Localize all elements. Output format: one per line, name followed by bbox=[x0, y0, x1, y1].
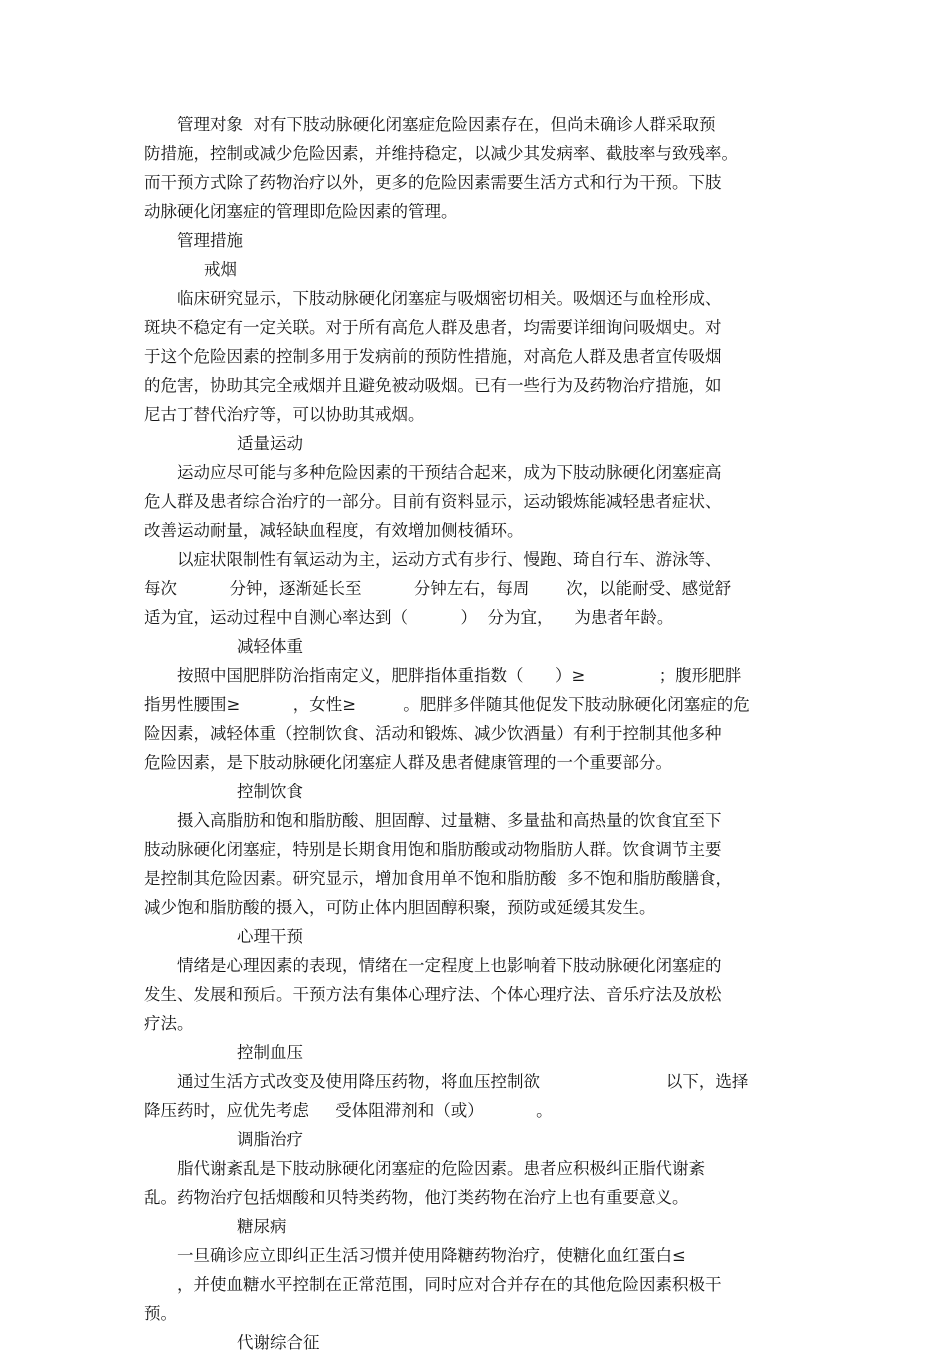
text-line: 疗法。 bbox=[144, 1014, 194, 1033]
text-line: 通过生活方式改变及使用降压药物，将血压控制欲 以下，选择 bbox=[177, 1072, 749, 1091]
section-heading: 控制血压 bbox=[237, 1043, 303, 1062]
text-line: 按照中国肥胖防治指南定义，肥胖指体重指数（ ）≥ ；腹形肥胖 bbox=[177, 666, 742, 685]
text-line: 乱。药物治疗包括烟酸和贝特类药物，他汀类药物在治疗上也有重要意义。 bbox=[144, 1188, 689, 1207]
text-line: 情绪是心理因素的表现，情绪在一定程度上也影响着下肢动脉硬化闭塞症的 bbox=[177, 956, 722, 975]
text-line: 发生、发展和预后。干预方法有集体心理疗法、个体心理疗法、音乐疗法及放松 bbox=[144, 985, 722, 1004]
text-line: 指男性腰围≥ ，女性≥ 。肥胖多伴随其他促发下肢动脉硬化闭塞症的危 bbox=[144, 695, 750, 714]
text-line: 运动应尽可能与多种危险因素的干预结合起来，成为下肢动脉硬化闭塞症高 bbox=[177, 463, 722, 482]
section-heading: 调脂治疗 bbox=[237, 1130, 303, 1149]
section-heading: 减轻体重 bbox=[237, 637, 303, 656]
text-line: 的危害，协助其完全戒烟并且避免被动吸烟。已有一些行为及药物治疗措施，如 bbox=[144, 376, 722, 395]
text-line: 适为宜，运动过程中自测心率达到（ ） 分为宜， 为患者年龄。 bbox=[144, 608, 674, 627]
text-line: 是控制其危险因素。研究显示，增加食用单不饱和脂肪酸 多不饱和脂肪酸膳食， bbox=[144, 869, 732, 888]
text-line: 危险因素，是下肢动脉硬化闭塞症人群及患者健康管理的一个重要部分。 bbox=[144, 753, 672, 772]
section-heading: 代谢综合征 bbox=[237, 1333, 320, 1352]
section-heading: 戒烟 bbox=[204, 260, 237, 279]
text-line: 改善运动耐量，减轻缺血程度，有效增加侧枝循环。 bbox=[144, 521, 524, 540]
text-line: ，并使血糖水平控制在正常范围，同时应对合并存在的其他危险因素积极干 bbox=[177, 1275, 722, 1294]
text-line: 险因素，减轻体重（控制饮食、活动和锻炼、减少饮酒量）有利于控制其他多种 bbox=[144, 724, 722, 743]
text-line: 防措施，控制或减少危险因素，并维持稳定，以减少其发病率、截肢率与致残率。 bbox=[144, 144, 738, 163]
text-line: 脂代谢紊乱是下肢动脉硬化闭塞症的危险因素。患者应积极纠正脂代谢紊 bbox=[177, 1159, 705, 1178]
text-line: 尼古丁替代治疗等，可以协助其戒烟。 bbox=[144, 405, 425, 424]
section-heading: 管理措施 bbox=[177, 231, 243, 250]
text-line: 一旦确诊应立即纠正生活习惯并使用降糖药物治疗，使糖化血红蛋白≤ bbox=[177, 1246, 686, 1265]
text-line: 预。 bbox=[144, 1304, 177, 1323]
section-heading: 糖尿病 bbox=[237, 1217, 287, 1236]
text-line: 摄入高脂肪和饱和脂肪酸、胆固醇、过量糖、多量盐和高热量的饮食宜至下 bbox=[177, 811, 722, 830]
text-line: 于这个危险因素的控制多用于发病前的预防性措施，对高危人群及患者宣传吸烟 bbox=[144, 347, 722, 366]
text-line: 临床研究显示，下肢动脉硬化闭塞症与吸烟密切相关。吸烟还与血栓形成、 bbox=[177, 289, 722, 308]
text-line: 以症状限制性有氧运动为主，运动方式有步行、慢跑、琦自行车、游泳等、 bbox=[177, 550, 722, 569]
text-line: 斑块不稳定有一定关联。对于所有高危人群及患者，均需要详细询问吸烟史。对 bbox=[144, 318, 722, 337]
text-line: 而干预方式除了药物治疗以外，更多的危险因素需要生活方式和行为干预。下肢 bbox=[144, 173, 722, 192]
section-heading: 心理干预 bbox=[237, 927, 303, 946]
text-line: 肢动脉硬化闭塞症，特别是长期食用饱和脂肪酸或动物脂肪人群。饮食调节主要 bbox=[144, 840, 722, 859]
text-line: 管理对象 对有下肢动脉硬化闭塞症危险因素存在，但尚未确诊人群采取预 bbox=[177, 115, 716, 134]
text-line: 危人群及患者综合治疗的一部分。目前有资料显示，运动锻炼能减轻患者症状、 bbox=[144, 492, 722, 511]
section-heading: 适量运动 bbox=[237, 434, 303, 453]
text-line: 每次 分钟，逐渐延长至 分钟左右，每周 次，以能耐受、感觉舒 bbox=[144, 579, 732, 598]
text-line: 动脉硬化闭塞症的管理即危险因素的管理。 bbox=[144, 202, 458, 221]
text-line: 降压药时，应优先考虑 受体阻滞剂和（或） 。 bbox=[144, 1101, 553, 1120]
text-line: 减少饱和脂肪酸的摄入，可防止体内胆固醇积聚，预防或延缓其发生。 bbox=[144, 898, 656, 917]
section-heading: 控制饮食 bbox=[237, 782, 303, 801]
document-body bbox=[144, 110, 810, 1357]
